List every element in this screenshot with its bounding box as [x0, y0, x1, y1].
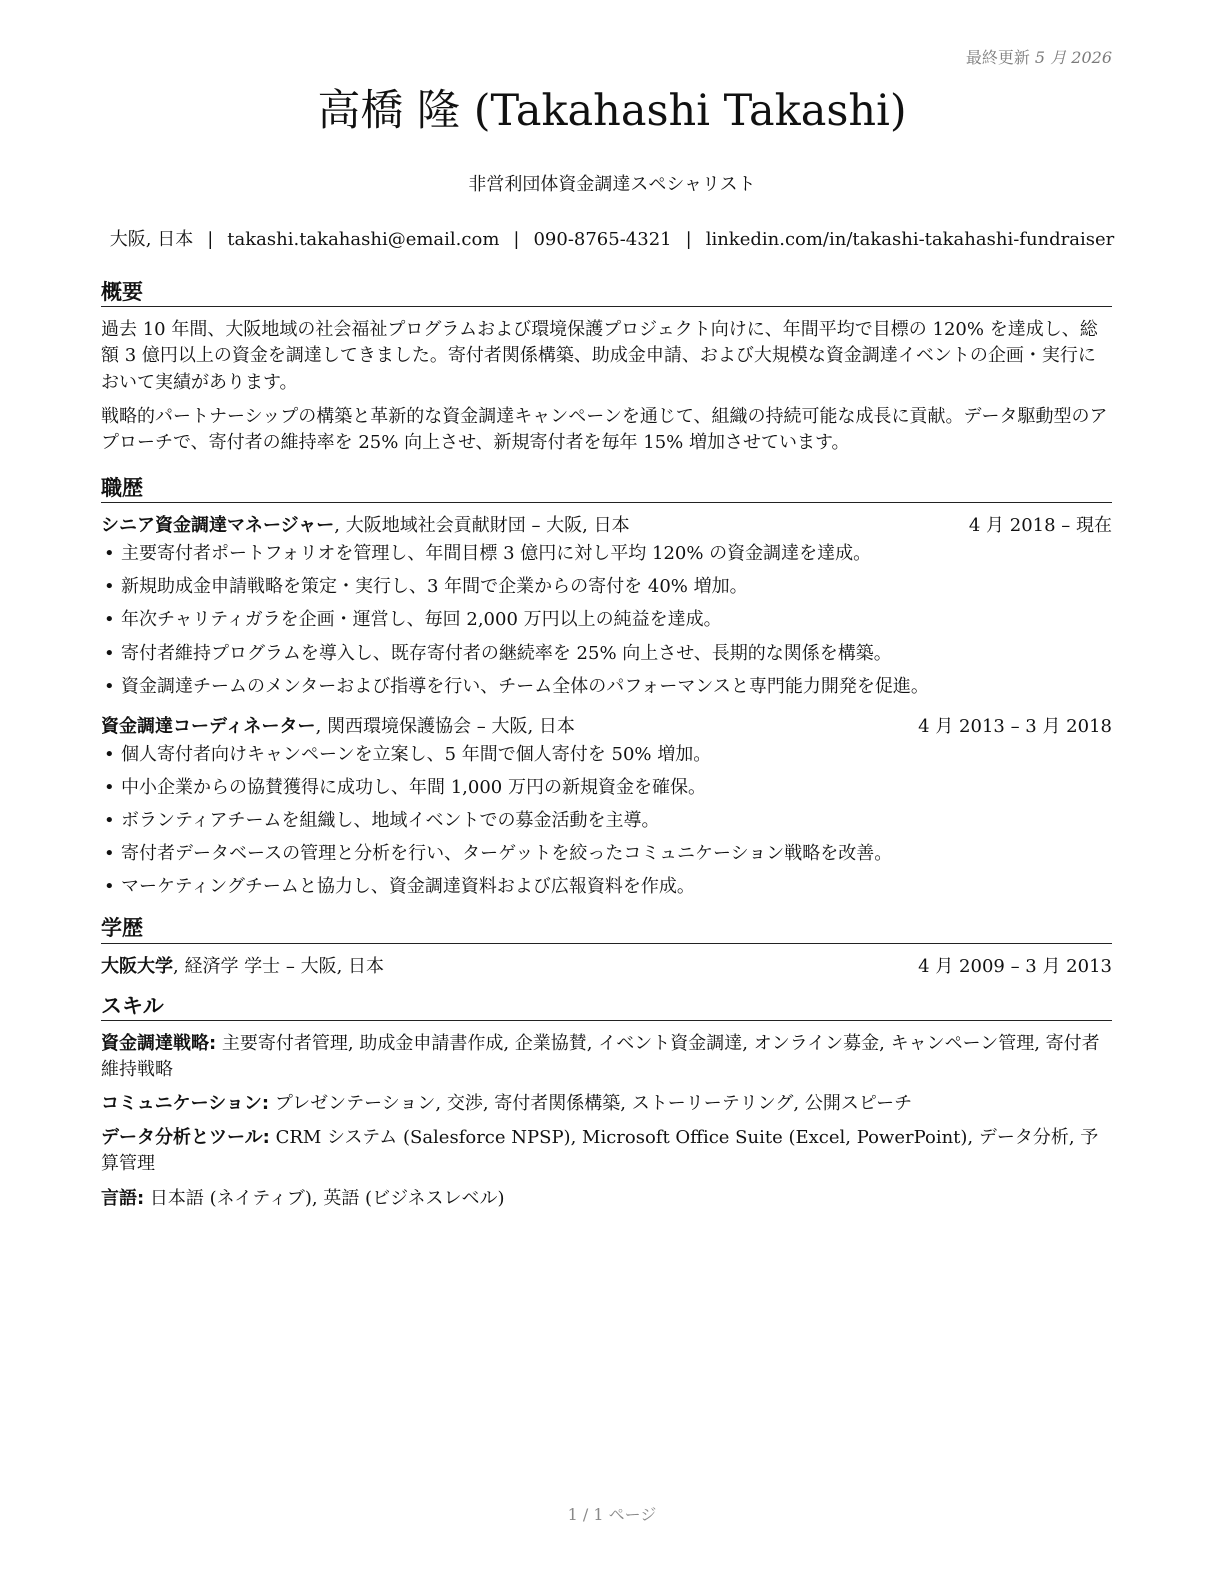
- bullet-icon: •: [104, 743, 115, 765]
- bullet-icon: •: [104, 675, 115, 697]
- bullet-icon: •: [104, 543, 115, 565]
- section-heading-education: 学歴: [101, 914, 1112, 943]
- bullet-icon: •: [104, 642, 115, 664]
- skill-label: データ分析とツール:: [101, 1127, 270, 1149]
- bullet-item: [101, 541, 1112, 567]
- job-bullets: [101, 541, 1112, 699]
- skill-label: 言語:: [101, 1187, 145, 1209]
- page-number: 1 / 1 ページ: [567, 1505, 657, 1524]
- education-dates: 4 月 2009 – 3 月 2013: [918, 955, 1112, 977]
- job-title: シニア資金調達マネージャー: [101, 515, 335, 537]
- contact-separator: |: [513, 229, 520, 250]
- bullet-item: [101, 808, 1112, 834]
- last-updated-label: 最終更新: [965, 48, 1030, 67]
- job-title: 資金調達コーディネーター: [101, 715, 316, 737]
- bullet-item: [101, 742, 1112, 768]
- bullet-text: 中小企業からの協賛獲得に成功し、年間 1,000 万円の新規資金を確保。: [121, 776, 706, 798]
- bullet-icon: •: [104, 609, 115, 631]
- bullet-item: [101, 674, 1112, 700]
- education-detail: , 経済学 学士 – 大阪, 日本: [173, 955, 385, 977]
- skill-label: コミュニケーション:: [101, 1093, 270, 1115]
- contact-separator: |: [685, 229, 692, 250]
- resume-content: [101, 278, 1112, 1220]
- bullet-icon: •: [104, 843, 115, 865]
- last-updated-date: 5 月 2026: [1034, 48, 1112, 67]
- bullet-text: 新規助成金申請戦略を策定・実行し、3 年間で企業からの寄付を 40% 増加。: [121, 576, 748, 598]
- education-entry: [101, 954, 1112, 980]
- bullet-icon: •: [104, 810, 115, 831]
- section-heading-summary: 概要: [101, 278, 1112, 307]
- skill-line: [101, 1125, 1112, 1177]
- education-school: 大阪大学: [101, 955, 173, 977]
- bullet-item: [101, 775, 1112, 801]
- contact-separator: |: [207, 229, 214, 250]
- section-heading-skills: スキル: [101, 992, 1112, 1021]
- bullet-text: 寄付者データベースの管理と分析を行い、ターゲットを絞ったコミュニケーション戦略を改善。: [121, 843, 893, 865]
- bullet-text: 個人寄付者向けキャンペーンを立案し、5 年間で個人寄付を 50% 増加。: [121, 743, 712, 765]
- candidate-title: 非営利団体資金調達スペシャリスト: [468, 174, 756, 195]
- bullet-item: [101, 641, 1112, 667]
- candidate-name: 高橋 隆 (Takahashi Takashi): [317, 86, 907, 136]
- contact-location: 大阪, 日本: [109, 229, 194, 250]
- contact-phone[interactable]: 090-8765-4321: [533, 229, 672, 250]
- contact-email[interactable]: takashi.takahashi@email.com: [227, 229, 500, 250]
- bullet-text: ボランティアチームを組織し、地域イベントでの募金活動を主導。: [121, 810, 660, 831]
- bullet-item: [101, 574, 1112, 600]
- bullet-icon: •: [104, 576, 115, 598]
- bullet-text: 主要寄付者ポートフォリオを管理し、年間目標 3 億円に対し平均 120% の資金調達を達成。: [121, 543, 872, 565]
- job-organization: , 大阪地域社会貢献財団 – 大阪, 日本: [334, 515, 630, 537]
- bullet-item: [101, 841, 1112, 867]
- last-updated: [966, 45, 1112, 68]
- bullet-text: マーケティングチームと協力し、資金調達資料および広報資料を作成。: [121, 876, 695, 898]
- summary-paragraph: 戦略的パートナーシップの構築と革新的な資金調達キャンペーンを通じて、組織の持続可能な成長に貢献。データ駆動型のアプローチで、寄付者の維持率を 25% 向上させ、新規寄付者を毎年 15% 増加させています。: [101, 405, 1108, 453]
- job-dates: 4 月 2013 – 3 月 2018: [918, 715, 1112, 737]
- skill-line: [101, 1091, 1112, 1117]
- section-heading-experience: 職歴: [101, 474, 1112, 503]
- bullet-icon: •: [104, 776, 115, 798]
- contact-linkedin[interactable]: linkedin.com/in/takashi-takahashi-fundraiser: [705, 229, 1115, 250]
- bullet-text: 年次チャリティガラを企画・運営し、毎回 2,000 万円以上の純益を達成。: [121, 609, 722, 631]
- skill-line: [101, 1186, 1112, 1212]
- bullet-item: [101, 874, 1112, 900]
- skill-text: プレゼンテーション, 交渉, 寄付者関係構築, ストーリーテリング, 公開スピーチ: [269, 1093, 913, 1115]
- job-header: [101, 513, 1112, 539]
- bullet-text: 資金調達チームのメンターおよび指導を行い、チーム全体のパフォーマンスと専門能力開発を促進。: [121, 675, 929, 697]
- summary-paragraph: 過去 10 年間、大阪地域の社会福祉プログラムおよび環境保護プロジェクト向けに、年間平均で目標の 120% を達成し、総額 3 億円以上の資金を調達してきました。寄付者関係構築、助成金申請、および大規模な資金調達イベントの企画・実行において実績があります。: [101, 319, 1098, 393]
- job-bullets: [101, 742, 1112, 900]
- contact-line: [0, 225, 1224, 251]
- bullet-text: 寄付者維持プログラムを導入し、既存寄付者の継続率を 25% 向上させ、長期的な関係を構築。: [121, 642, 892, 664]
- skill-text: CRM システム (Salesforce NPSP), Microsoft Office Suite (Excel, PowerPoint), データ分析, 予算管理: [101, 1127, 1099, 1175]
- skill-label: 資金調達戦略:: [101, 1033, 217, 1055]
- skill-line: [101, 1031, 1112, 1083]
- bullet-item: [101, 607, 1112, 633]
- job-header: [101, 714, 1112, 740]
- bullet-icon: •: [104, 876, 115, 898]
- job-dates: 4 月 2018 – 現在: [968, 515, 1112, 537]
- skill-text: 日本語 (ネイティブ), 英語 (ビジネスレベル): [144, 1187, 505, 1209]
- skill-text: 主要寄付者管理, 助成金申請書作成, 企業協賛, イベント資金調達, オンライン募金, キャンペーン管理, 寄付者維持戦略: [101, 1033, 1100, 1081]
- job-organization: , 関西環境保護協会 – 大阪, 日本: [315, 715, 575, 737]
